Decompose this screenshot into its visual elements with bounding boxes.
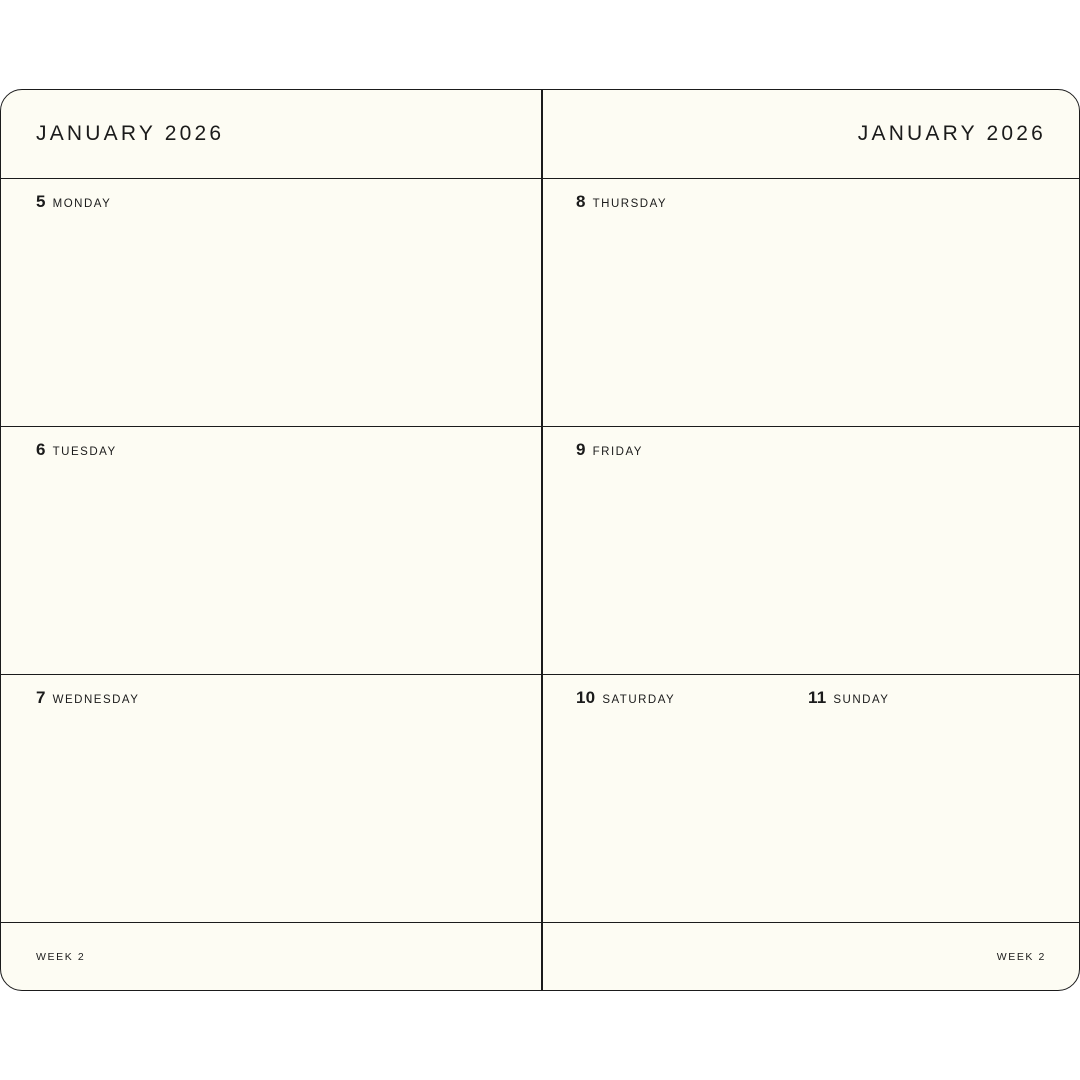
day-name-sunday: SUNDAY — [833, 694, 890, 706]
right-month-title: JANUARY 2026 — [857, 122, 1046, 145]
day-header-saturday — [576, 688, 773, 708]
day-number-tuesday: 6 — [36, 440, 46, 459]
day-header-wednesday — [36, 688, 541, 708]
right-page-footer — [541, 922, 1080, 991]
day-header-sunday — [808, 688, 1080, 708]
day-cell-wednesday[interactable] — [1, 674, 541, 922]
day-cell-tuesday[interactable] — [1, 426, 541, 674]
day-name-friday: FRIDAY — [592, 446, 643, 458]
day-name-monday: MONDAY — [52, 198, 112, 210]
left-page-header — [1, 90, 541, 178]
right-week-label: WEEK 2 — [996, 951, 1046, 963]
day-name-saturday: SATURDAY — [602, 694, 676, 706]
right-page-header — [541, 90, 1080, 178]
day-cell-monday[interactable] — [1, 178, 541, 426]
planner-paper — [0, 89, 1080, 991]
day-name-thursday: THURSDAY — [592, 198, 668, 210]
day-number-sunday: 11 — [808, 688, 827, 707]
weekly-planner-spread — [0, 89, 1080, 991]
day-name-tuesday: TUESDAY — [52, 446, 117, 458]
day-header-thursday — [576, 192, 1080, 212]
day-cell-thursday[interactable] — [541, 178, 1080, 426]
left-month-title: JANUARY 2026 — [36, 122, 225, 145]
left-week-label: WEEK 2 — [36, 951, 86, 963]
day-cell-sunday[interactable] — [773, 674, 1080, 922]
day-header-monday — [36, 192, 541, 212]
day-number-saturday: 10 — [576, 688, 596, 707]
day-number-friday: 9 — [576, 440, 586, 459]
left-page-footer — [1, 922, 541, 991]
day-number-wednesday: 7 — [36, 688, 46, 707]
day-name-wednesday: WEDNESDAY — [52, 694, 140, 706]
day-number-thursday: 8 — [576, 192, 586, 211]
day-cell-friday[interactable] — [541, 426, 1080, 674]
day-cell-saturday[interactable] — [541, 674, 773, 922]
day-number-monday: 5 — [36, 192, 46, 211]
day-header-friday — [576, 440, 1080, 460]
day-header-tuesday — [36, 440, 541, 460]
